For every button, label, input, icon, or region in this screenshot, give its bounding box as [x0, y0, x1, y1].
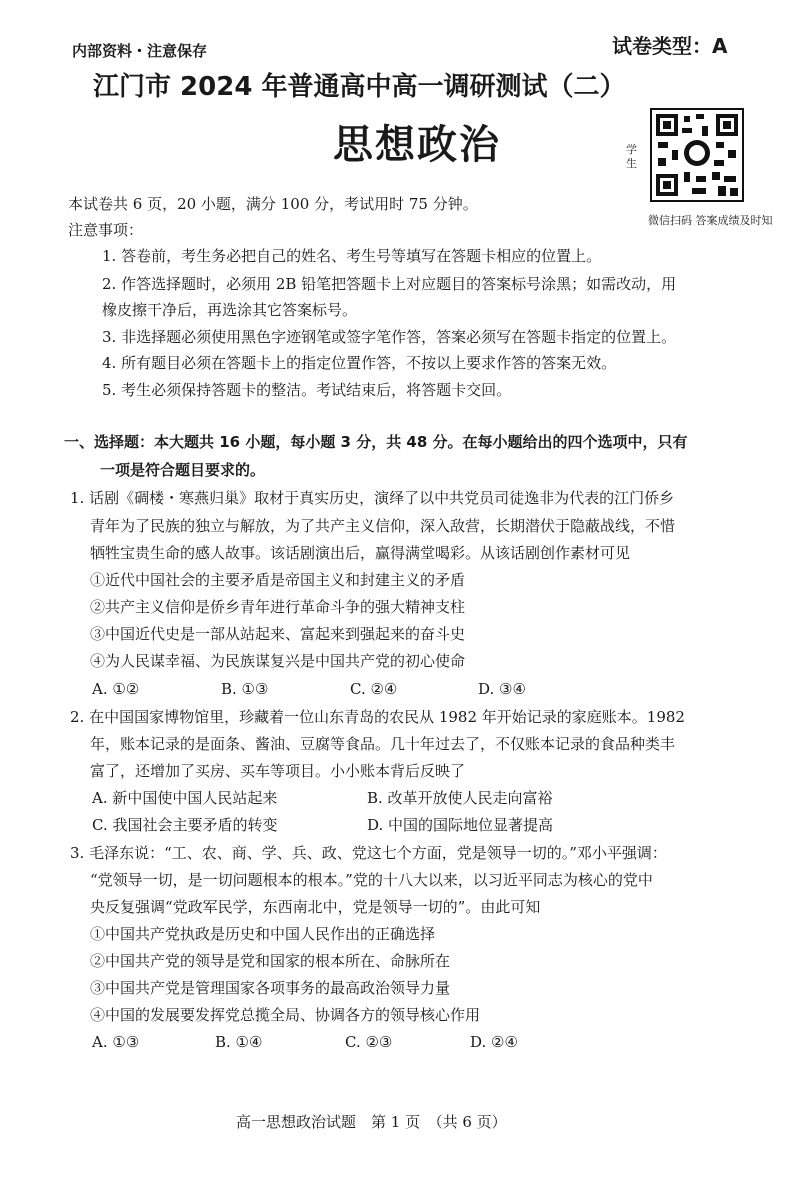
notice-item: 橡皮擦干净后，再选涂其它答案标号。: [102, 301, 358, 319]
q1-option-c[interactable]: C. ②④: [350, 680, 398, 698]
qr-caption: 微信扫码 答案成绩及时知: [648, 214, 773, 227]
page-footer: 高一思想政治试题 第 1 页 （共 6 页）: [236, 1113, 507, 1131]
notice-item: 1. 答卷前，考生务必把自己的姓名、考生号等填写在答题卡相应的位置上。: [102, 247, 602, 265]
subject-title: 思想政治: [333, 122, 501, 168]
paper-type: 试卷类型：A: [612, 34, 728, 58]
q2-option-d[interactable]: D. 中国的国际地位显著提高: [367, 816, 554, 834]
q1-option-a[interactable]: A. ①②: [92, 680, 140, 698]
qr-code[interactable]: [650, 108, 744, 202]
q2-option-b[interactable]: B. 改革开放使人民走向富裕: [367, 789, 553, 807]
q3-option-b[interactable]: B. ①④: [215, 1033, 263, 1051]
q3-option-d[interactable]: D. ②④: [470, 1033, 518, 1051]
q3-item: ②中国共产党的领导是党和国家的根本所在、命脉所在: [90, 952, 451, 970]
q1-stem: 1. 话剧《碉楼・寒燕归巢》取材于真实历史，演绎了以中共党员司徒逸非为代表的江门侨乡: [70, 489, 675, 507]
q1-item: ①近代中国社会的主要矛盾是帝国主义和封建主义的矛盾: [90, 571, 466, 589]
q2-stem: 2. 在中国国家博物馆里，珍藏着一位山东青岛的农民从 1982 年开始记录的家庭账本。1982: [70, 708, 685, 726]
q3-stem: 3. 毛泽东说：“工、农、商、学、兵、政、党这七个方面，党是领导一切的。”邓小平强调：: [70, 844, 667, 862]
q3-stem: 央反复强调“党政军民学，东西南北中，党是领导一切的”。由此可知: [90, 898, 541, 916]
q2-stem: 年，账本记录的是面条、酱油、豆腐等食品。几十年过去了，不仅账本记录的食品种类丰: [90, 735, 676, 753]
exam-summary: 本试卷共 6 页，20 小题，满分 100 分，考试用时 75 分钟。: [68, 195, 478, 213]
q1-item: ③中国近代史是一部从站起来、富起来到强起来的奋斗史: [90, 625, 466, 643]
q3-stem: “党领导一切，是一切问题根本的根本。”党的十八大以来，以习近平同志为核心的党中: [90, 871, 653, 889]
q3-item: ①中国共产党执政是历史和中国人民作出的正确选择: [90, 925, 436, 943]
notice-item: 5. 考生必须保持答题卡的整洁。考试结束后，将答题卡交回。: [102, 381, 512, 399]
q1-stem: 牺牲宝贵生命的感人故事。该话剧演出后，赢得满堂喝彩。从该话剧创作素材可见: [90, 544, 631, 562]
notice-title: 注意事项：: [68, 221, 144, 239]
exam-title: 江门市 2024 年普通高中高一调研测试（二）: [93, 72, 626, 102]
q3-option-c[interactable]: C. ②③: [345, 1033, 393, 1051]
notice-item: 2. 作答选择题时，必须用 2B 铅笔把答题卡上对应题目的答案标号涂黑；如需改动，用: [102, 275, 677, 293]
q1-stem: 青年为了民族的独立与解放，为了共产主义信仰，深入敌营，长期潜伏于隐蔽战线，不惜: [90, 517, 676, 535]
q1-item: ②共产主义信仰是侨乡青年进行革命斗争的强大精神支柱: [90, 598, 466, 616]
q1-option-b[interactable]: B. ①③: [221, 680, 269, 698]
q3-item: ③中国共产党是管理国家各项事务的最高政治领导力量: [90, 979, 451, 997]
q1-option-d[interactable]: D. ③④: [478, 680, 526, 698]
q2-stem: 富了，还增加了买房、买车等项目。小小账本背后反映了: [90, 762, 466, 780]
notice-item: 3. 非选择题必须使用黑色字迹钢笔或签字笔作答，答案必须写在答题卡指定的位置上。: [102, 328, 677, 346]
q3-item: ④中国的发展要发挥党总揽全局、协调各方的领导核心作用: [90, 1006, 481, 1024]
q2-option-c[interactable]: C. 我国社会主要矛盾的转变: [92, 816, 278, 834]
notice-item: 4. 所有题目必须在答题卡上的指定位置作答，不按以上要求作答的答案无效。: [102, 354, 617, 372]
internal-note: 内部资料・注意保存: [72, 42, 208, 60]
section-heading-cont: 一项是符合题目要求的。: [100, 461, 266, 479]
q3-option-a[interactable]: A. ①③: [92, 1033, 140, 1051]
section-heading: 一、选择题：本大题共 16 小题，每小题 3 分，共 48 分。在每小题给出的四个选项中，只有: [64, 433, 688, 451]
qr-pattern: [652, 110, 742, 200]
qr-student-label: 学生: [626, 143, 637, 170]
q2-option-a[interactable]: A. 新中国使中国人民站起来: [92, 789, 278, 807]
q1-item: ④为人民谋幸福、为民族谋复兴是中国共产党的初心使命: [90, 652, 466, 670]
